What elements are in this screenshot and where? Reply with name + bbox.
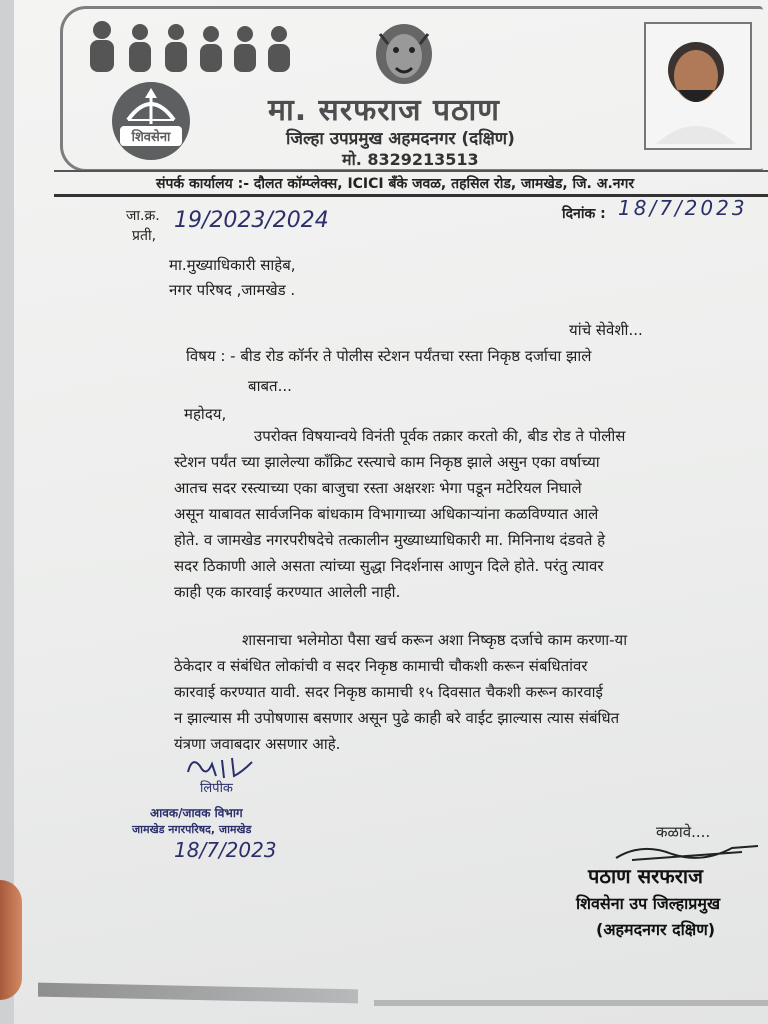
greeting: महोदय, bbox=[184, 405, 227, 423]
person-photo-icon bbox=[644, 22, 752, 150]
body-line: होते. व जामखेड नगरपरीषदेचे तत्कालीन मुख्याध्याधिकारी मा. मिनिनाथ दंडवते हे bbox=[174, 531, 606, 549]
footer-bar bbox=[38, 983, 358, 1004]
body-line: कारवाई करण्यात यावी. सदर निकृष्ठ कामाची १५ दिवसात चैकशी करून कारवाई bbox=[174, 683, 603, 701]
letter-page bbox=[14, 0, 768, 1024]
subject-line: बाबत... bbox=[248, 377, 292, 395]
logo-text: शिवसेना bbox=[131, 130, 171, 145]
body-line: यंत्रणा जवाबदार असणार आहे. bbox=[174, 735, 341, 753]
divider bbox=[54, 170, 768, 172]
signatory-name: पठाण सरफराज bbox=[588, 864, 703, 888]
body-line: काही एक कारवाई करण्यात आलेली नाही. bbox=[174, 583, 401, 601]
body-line: ठेकेदार व संबंधित लोकांची व सदर निकृष्ठ कामाची चौकशी करून संबधितांवर bbox=[174, 657, 588, 675]
body-line: स्टेशन पर्यंत च्या झालेल्या कॉंक्रिट रस्त्याचे काम निकृष्ठ झाले असुन एका वर्षाच्या bbox=[174, 453, 600, 471]
to-label: प्रती, bbox=[132, 228, 157, 244]
clerk-label: लिपीक bbox=[200, 781, 233, 796]
office-address: संपर्क कार्यालय :- दौलत कॉम्प्लेक्स, ICICI बँके जवळ, तहसिल रोड, जामखेड, जि. अ.नगर bbox=[156, 176, 635, 192]
tiger-emblem-icon bbox=[372, 20, 436, 86]
receipt-date: 18/7/2023 bbox=[174, 838, 277, 862]
inward-stamp: जामखेड नगरपरिषद, जामखेड bbox=[132, 823, 252, 836]
body-line: आतच सदर रस्त्याच्या एका बाजुचा रस्ता अक्षरशः भेगा पडून मटेरियल निघाले bbox=[174, 479, 582, 497]
ref-number: 19/2023/2024 bbox=[174, 208, 329, 233]
inward-stamp: आवक/जावक विभाग bbox=[150, 806, 243, 820]
subject-line: विषय : - बीड रोड कॉर्नर ते पोलीस स्टेशन पर्यंतचा रस्ता निकृष्ठ दर्जाचा झाले bbox=[186, 347, 592, 365]
date-label: दिनांक : bbox=[562, 206, 606, 222]
body-line: शासनाचा भलेमोठा पैसा खर्च करून अशा निष्कृष्ठ दर्जाचे काम करणा-या bbox=[242, 631, 628, 649]
letterhead-name: मा. सरफराज पठाण bbox=[268, 93, 500, 128]
thumb bbox=[0, 880, 22, 1000]
body-line: न झाल्यास मी उपोषणास बसणार असून पुढे काही बरे वाईट झाल्यास त्यास संबंधित bbox=[174, 709, 620, 727]
salutation-right: यांचे सेवेशी... bbox=[569, 321, 643, 339]
body-line: असून याबावत सार्वजनिक बांधकाम विभागाच्या अधिकाऱ्यांना कळविण्यात आले bbox=[174, 505, 599, 523]
leaders-portraits-icon bbox=[84, 16, 294, 74]
signatory-region: (अहमदनगर दक्षिण) bbox=[596, 920, 716, 939]
signatory-designation: शिवसेना उप जिल्हाप्रमुख bbox=[576, 894, 721, 913]
footer-bar bbox=[374, 1000, 768, 1006]
ref-label: जा.क्र. bbox=[126, 208, 160, 224]
body-line: सदर ठिकाणी आले असता त्यांच्या सुद्धा निदर्शनास आणुन दिले होते. परंतु त्यावर bbox=[174, 557, 604, 575]
recipient-line: मा.मुख्याधिकारी साहेब, bbox=[169, 256, 296, 274]
letterhead-mobile: मो. 8329213513 bbox=[342, 150, 479, 169]
bow-arrow-logo-icon bbox=[110, 80, 192, 162]
closing: कळावे.... bbox=[656, 823, 711, 841]
body-line: उपरोक्त विषयान्वये विनंती पूर्वक तक्रार करतो की, बीड रोड ते पोलीस bbox=[254, 427, 626, 445]
letterhead-designation: जिल्हा उपप्रमुख अहमदनगर (दक्षिण) bbox=[286, 129, 515, 149]
recipient-line: नगर परिषद ,जामखेड . bbox=[169, 281, 296, 299]
letter-date: 18/7/2023 bbox=[618, 196, 748, 220]
